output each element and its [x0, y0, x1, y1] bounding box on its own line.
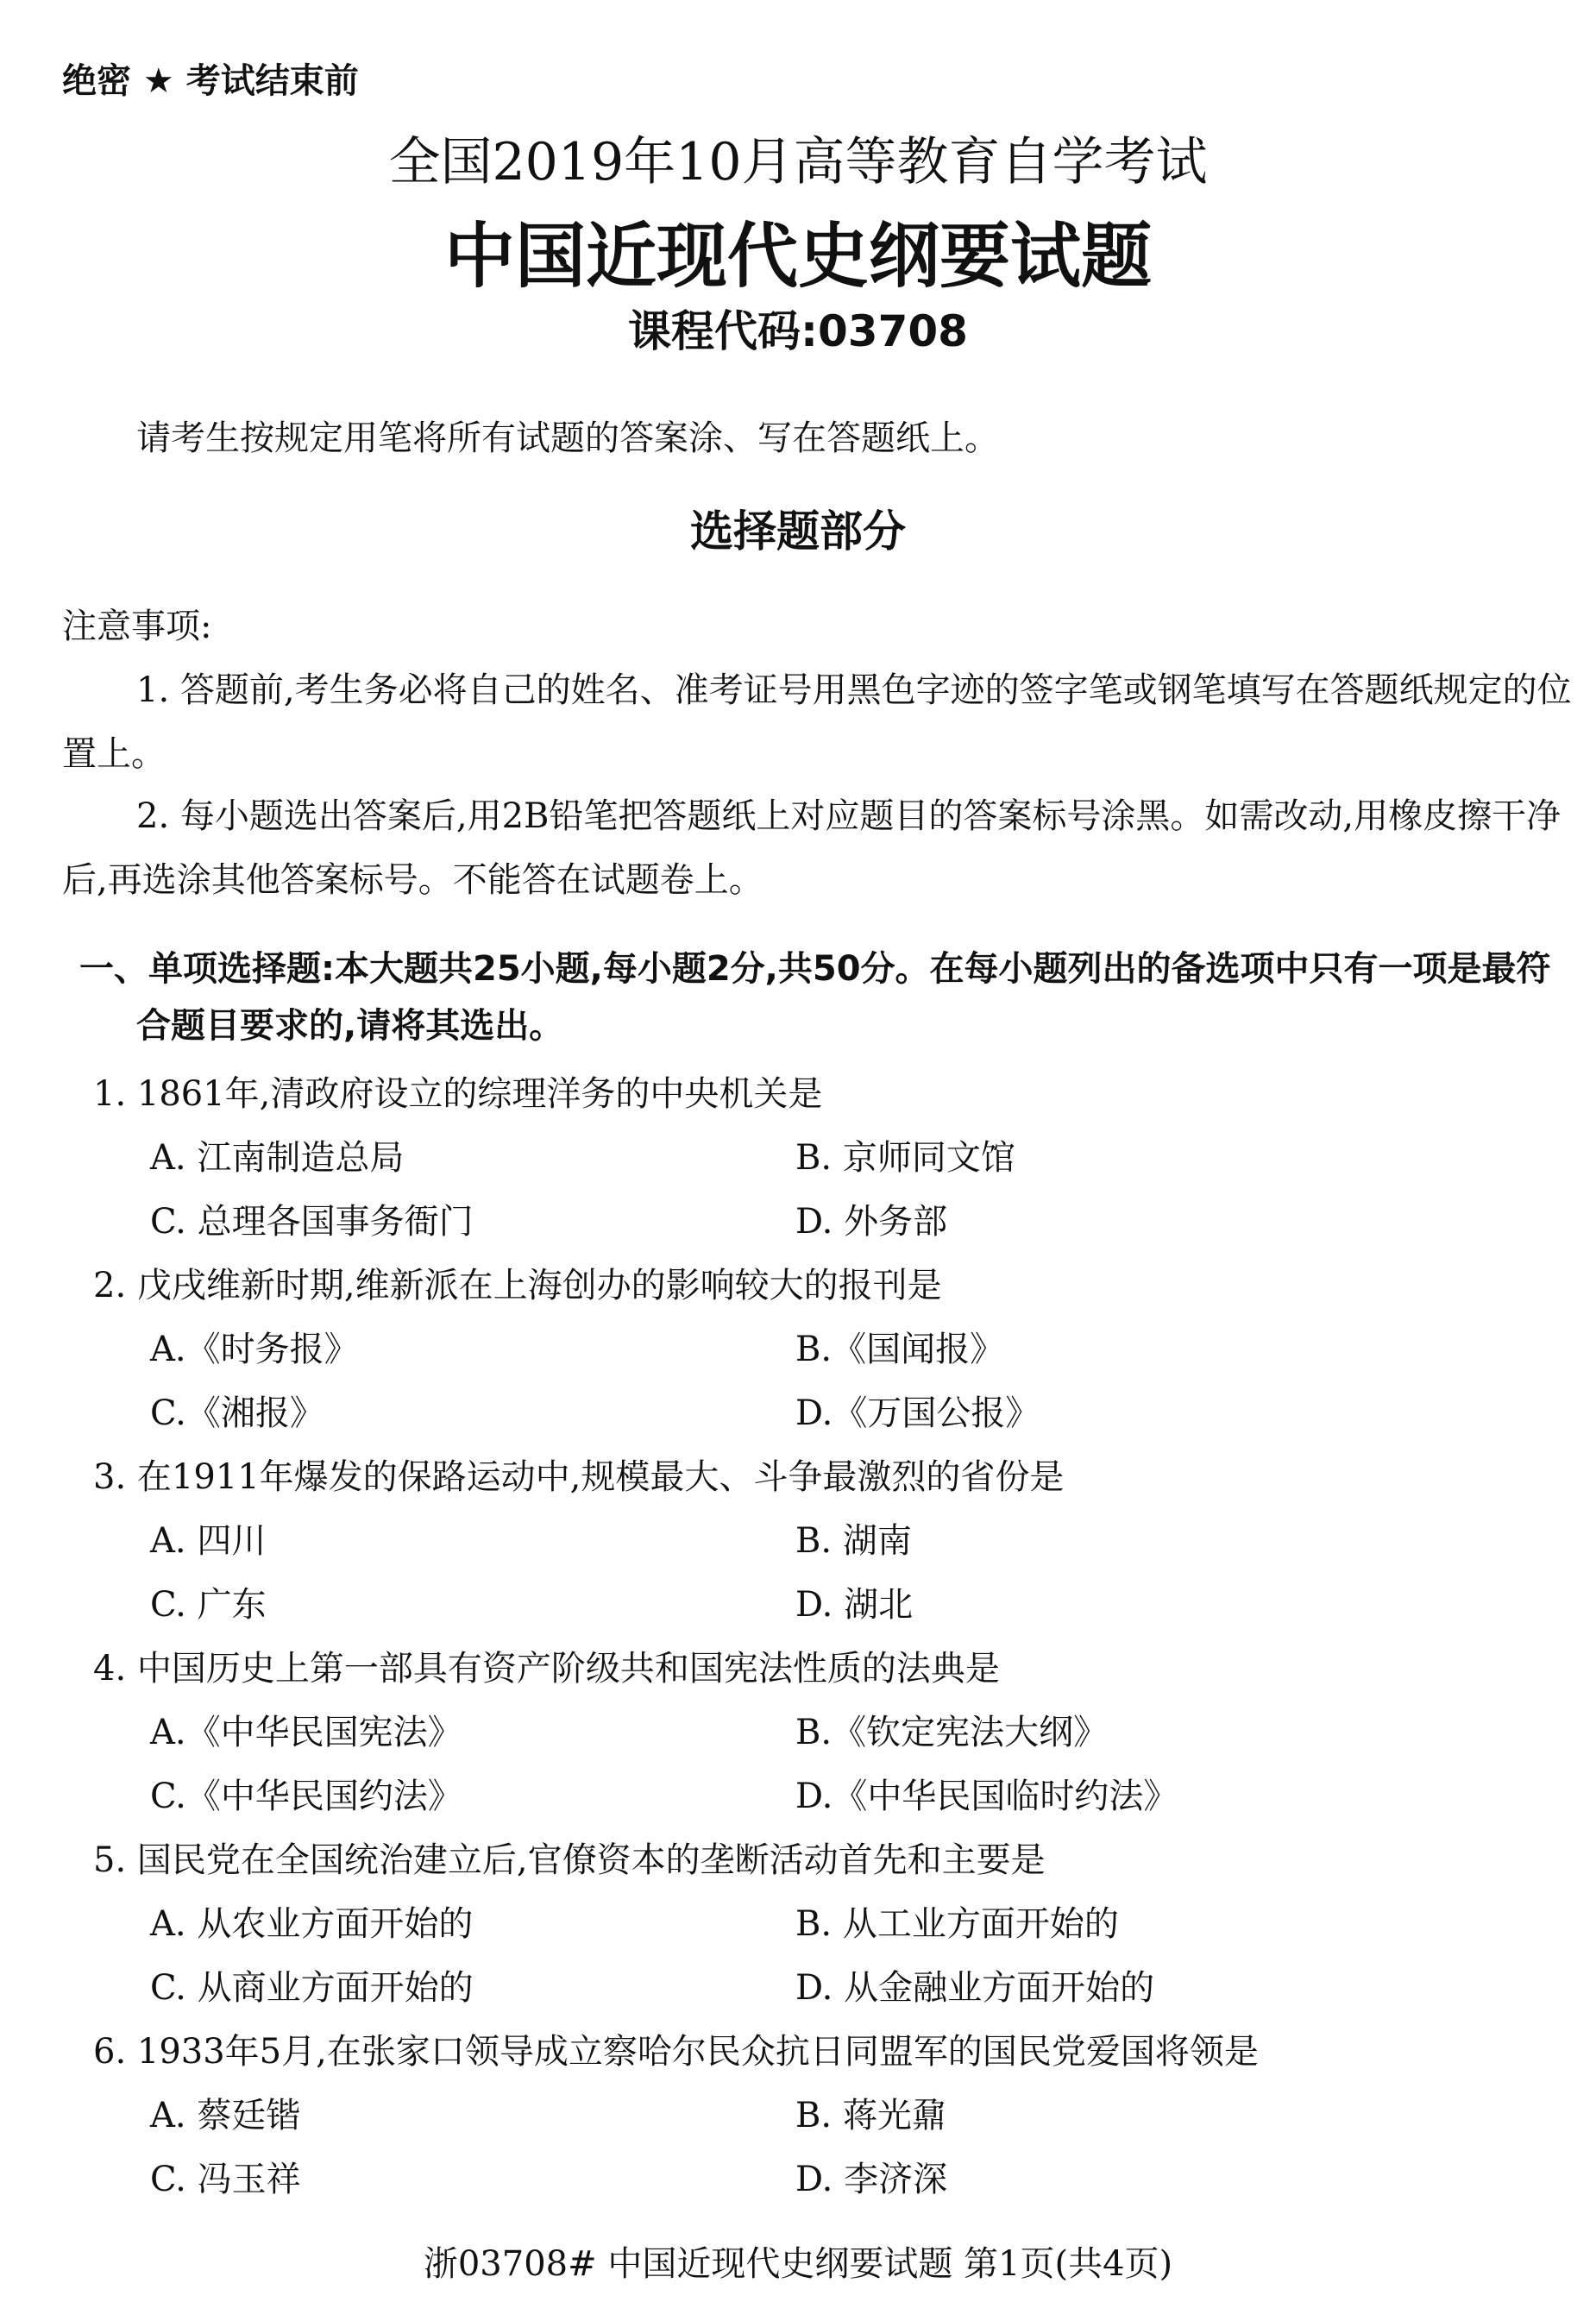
question-6-option-d: D. 李济深 [795, 2160, 948, 2199]
question-3-option-b: B. 湖南 [795, 1521, 912, 1561]
part-one-title: 一、单项选择题:本大题共25小题,每小题2分,共50分。在每小题列出的备选项中只有一项是最符合题目要求的,请将其选出。 [79, 949, 1551, 1046]
question-5-stem: 5. 国民党在全国统治建立后,官僚资本的垄断活动首先和主要是 [93, 1840, 1046, 1880]
exam-name: 全国2019年10月高等教育自学考试 [388, 132, 1208, 192]
question-4-option-c: C.《中华民国约法》 [150, 1777, 462, 1816]
notes-title: 注意事项: [62, 607, 212, 646]
question-5-option-d: D. 从金融业方面开始的 [795, 1968, 1155, 2008]
question-3-option-a: A. 四川 [150, 1521, 267, 1561]
question-6-stem: 6. 1933年5月,在张家口领导成立察哈尔民众抗日同盟军的国民党爱国将领是 [93, 2032, 1259, 2072]
question-4-stem: 4. 中国历史上第一部具有资产阶级共和国宪法性质的法典是 [93, 1649, 1000, 1689]
question-4-option-a: A.《中华民国宪法》 [150, 1713, 462, 1752]
question-5-option-b: B. 从工业方面开始的 [795, 1904, 1119, 1944]
note-item-1: 1. 答题前,考生务必将自己的姓名、准考证号用黑色字迹的签字笔或钢笔填写在答题纸规定的位置上。 [62, 670, 1572, 774]
question-5-option-c: C. 从商业方面开始的 [150, 1968, 474, 2008]
question-2-option-b: B.《国闻报》 [795, 1330, 1005, 1369]
course-code: 课程代码:03708 [628, 306, 968, 356]
question-1-option-b: B. 京师同文馆 [795, 1138, 1015, 1178]
question-3-stem: 3. 在1911年爆发的保路运动中,规模最大、斗争最激烈的省份是 [93, 1457, 1065, 1497]
section-heading: 选择题部分 [690, 506, 906, 557]
note-item-2: 2. 每小题选出答案后,用2B铅笔把答题纸上对应题目的答案标号涂黑。如需改动,用橡皮擦干净后,再选涂其他答案标号。不能答在试题卷上。 [62, 796, 1561, 900]
question-1-option-a: A. 江南制造总局 [150, 1138, 405, 1178]
question-5-option-a: A. 从农业方面开始的 [150, 1904, 474, 1944]
subject-title: 中国近现代史纲要试题 [443, 216, 1152, 298]
question-6-option-a: A. 蔡廷锴 [150, 2096, 301, 2135]
page-footer: 浙03708# 中国近现代史纲要试题 第1页(共4页) [423, 2244, 1173, 2284]
question-3-option-c: C. 广东 [150, 1585, 267, 1625]
secret-mark: 绝密 ★ 考试结束前 [62, 61, 359, 101]
question-6-option-c: C. 冯玉祥 [150, 2160, 301, 2199]
question-3-option-d: D. 湖北 [795, 1585, 914, 1625]
question-2-stem: 2. 戊戌维新时期,维新派在上海创办的影响较大的报刊是 [93, 1266, 942, 1305]
question-2-option-d: D.《万国公报》 [795, 1393, 1040, 1433]
question-6-option-b: B. 蒋光鼐 [795, 2096, 946, 2135]
instruction: 请考生按规定用笔将所有试题的答案涂、写在答题纸上。 [136, 418, 999, 458]
question-1-option-d: D. 外务部 [795, 1202, 948, 1242]
question-1-option-c: C. 总理各国事务衙门 [150, 1202, 474, 1242]
question-2-option-c: C.《湘报》 [150, 1393, 324, 1433]
question-1-stem: 1. 1861年,清政府设立的综理洋务的中央机关是 [93, 1074, 823, 1114]
question-2-option-a: A.《时务报》 [150, 1330, 359, 1369]
question-4-option-d: D.《中华民国临时约法》 [795, 1777, 1178, 1816]
question-4-option-b: B.《钦定宪法大纲》 [795, 1713, 1109, 1752]
